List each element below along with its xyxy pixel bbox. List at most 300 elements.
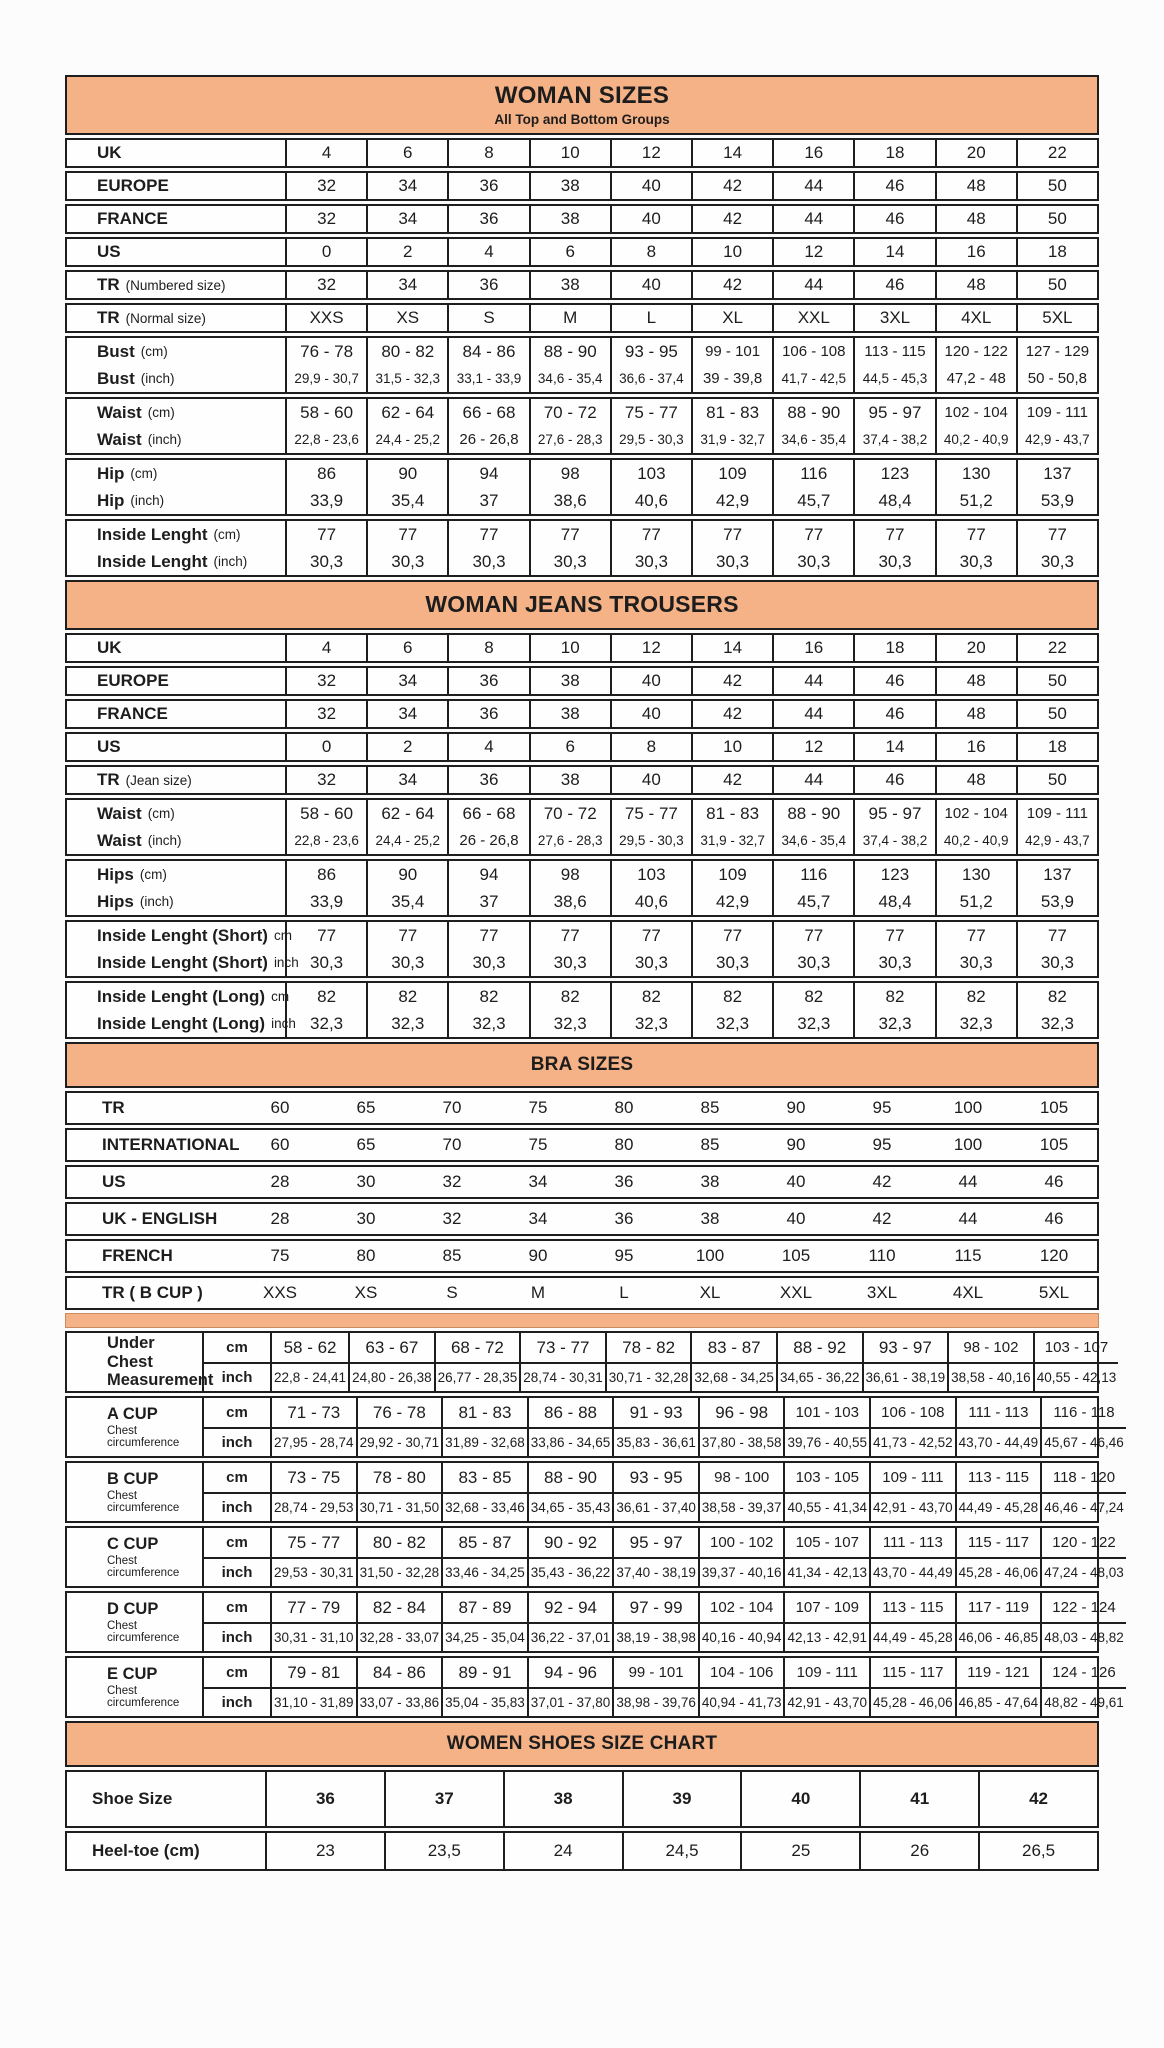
row-label: EUROPE xyxy=(97,176,169,195)
table-cell: 130 xyxy=(935,861,1016,888)
table-cell: 77 xyxy=(772,521,853,548)
jeans-rows xyxy=(65,633,1099,1039)
table-cell: 39,76 - 40,55 xyxy=(783,1427,869,1456)
table-cell: 50 - 50,8 xyxy=(1016,365,1097,392)
table-cell: 82 xyxy=(610,983,691,1010)
table-cell: 88 - 90 xyxy=(772,800,853,827)
table-cell: 44 xyxy=(772,173,853,199)
table-cell: 30,31 - 31,10 xyxy=(270,1622,356,1651)
table-cell: 82 xyxy=(935,983,1016,1010)
table-cell: 32 xyxy=(285,206,366,232)
table-cell: 42,9 xyxy=(691,487,772,514)
table-cell: 38,98 - 39,76 xyxy=(612,1687,698,1716)
table-cell: 71 - 73 xyxy=(270,1398,356,1427)
table-cell: 20 xyxy=(935,635,1016,661)
table-cell: 81 - 83 xyxy=(691,399,772,426)
table-cell: 77 xyxy=(935,521,1016,548)
row-label: FRANCE xyxy=(97,209,168,228)
table-cell: 99 - 101 xyxy=(612,1658,698,1687)
table-cell: 18 xyxy=(1016,239,1097,265)
table-cell: 45,28 - 46,06 xyxy=(869,1687,955,1716)
table-cell: 46 xyxy=(853,767,934,793)
table-cell: 32 xyxy=(285,668,366,694)
table-cell: 4 xyxy=(285,635,366,661)
table-cell: 50 xyxy=(1016,767,1097,793)
table-cell: 77 xyxy=(529,922,610,949)
table-cell: 90 xyxy=(366,460,447,487)
table-cell: 94 - 96 xyxy=(527,1658,613,1687)
table-cell: 32,68 - 34,25 xyxy=(690,1362,776,1391)
table-cell: 35,83 - 36,61 xyxy=(612,1427,698,1456)
table-cell: 103 xyxy=(610,861,691,888)
table-cell: 6 xyxy=(529,239,610,265)
table-cell: 34,25 - 35,04 xyxy=(441,1622,527,1651)
table-row xyxy=(65,699,1099,729)
table-cell: 38,58 - 39,37 xyxy=(698,1492,784,1521)
table-subtitle: All Top and Bottom Groups xyxy=(494,111,670,127)
table-cell: 77 xyxy=(1016,922,1097,949)
table-cell: 12 xyxy=(610,635,691,661)
table-cell: 30,3 xyxy=(610,548,691,575)
table-cell: 103 xyxy=(610,460,691,487)
table-row xyxy=(65,1165,1099,1199)
unit-label: inch xyxy=(202,1492,270,1521)
table-cell: 75 - 77 xyxy=(610,399,691,426)
table-cell: 33,1 - 33,9 xyxy=(447,365,528,392)
row-label: Inside Lenght (Short) cm xyxy=(97,925,292,945)
table-cell: 123 xyxy=(853,861,934,888)
table-cell: 90 xyxy=(786,1135,806,1154)
table-cell: 116 xyxy=(772,861,853,888)
table-cell: 44,5 - 45,3 xyxy=(853,365,934,392)
table-cell: 16 xyxy=(772,140,853,166)
table-cell: 111 - 113 xyxy=(955,1398,1041,1427)
table-cell: 77 xyxy=(447,521,528,548)
table-cell: 29,92 - 30,71 xyxy=(356,1427,442,1456)
table-cell: 78 - 82 xyxy=(605,1333,691,1362)
row-label: Inside Lenght (Long) inch xyxy=(97,1013,296,1033)
table-cell: 66 - 68 xyxy=(447,800,528,827)
unit-label: inch xyxy=(202,1687,270,1716)
table-cell: 5XL xyxy=(1038,1283,1070,1302)
table-cell: 38 xyxy=(700,1209,720,1228)
table-row xyxy=(65,1239,1099,1273)
table-cell: 115 - 117 xyxy=(955,1528,1041,1557)
row-label: Bust (cm) xyxy=(97,341,168,361)
table-cell: 50 xyxy=(1016,206,1097,232)
unit-label: cm xyxy=(202,1463,270,1492)
row-label: C CUP Chest circumference xyxy=(107,1535,180,1579)
table-cell: 38,58 - 40,16 xyxy=(947,1362,1033,1391)
row-label: TR (Numbered size) xyxy=(97,275,226,294)
table-cell: 75 xyxy=(528,1135,548,1154)
table-cell: 105 xyxy=(1039,1135,1069,1154)
unit-label: cm xyxy=(202,1658,270,1687)
table-cell: 120 - 122 xyxy=(935,338,1016,365)
table-cell: 45,67 - 46,46 xyxy=(1040,1427,1126,1456)
table-cell: 30 xyxy=(356,1209,376,1228)
table-cell: 24,4 - 25,2 xyxy=(366,827,447,854)
table-cell: 82 xyxy=(772,983,853,1010)
table-cell: 40 xyxy=(610,272,691,298)
table-cell: 48,4 xyxy=(853,487,934,514)
table-cell: 24 xyxy=(503,1833,622,1869)
table-cell: 77 xyxy=(529,521,610,548)
table-cell: 29,5 - 30,3 xyxy=(610,827,691,854)
shoes-rows xyxy=(65,1770,1099,1871)
table-cell: 28,74 - 30,31 xyxy=(519,1362,605,1391)
table-cell: 84 - 86 xyxy=(356,1658,442,1687)
table-cell: 30,3 xyxy=(772,548,853,575)
table-cell: 58 - 60 xyxy=(285,800,366,827)
table-cell: 100 - 102 xyxy=(698,1528,784,1557)
table-cell: 93 - 95 xyxy=(610,338,691,365)
table-cell: 37 xyxy=(384,1772,503,1826)
table-cell: 42 xyxy=(691,272,772,298)
table-cell: 38 xyxy=(529,668,610,694)
table-cell: 32 xyxy=(442,1209,462,1228)
table-cell: 40,16 - 40,94 xyxy=(698,1622,784,1651)
table-cell: 110 xyxy=(868,1246,896,1265)
row-label: Waist (inch) xyxy=(97,830,182,850)
table-cell: 36 xyxy=(614,1209,634,1228)
table-cell: 32 xyxy=(285,272,366,298)
table-cell: 37 xyxy=(447,888,528,915)
table-cell: 42,91 - 43,70 xyxy=(783,1687,869,1716)
table-cell: 82 xyxy=(447,983,528,1010)
table-cell: 105 - 107 xyxy=(783,1528,869,1557)
table-cell: 40 xyxy=(610,668,691,694)
table-cell: 47,24 - 48,03 xyxy=(1040,1557,1126,1586)
table-cell: 65 xyxy=(356,1098,376,1117)
table-cell: 100 xyxy=(695,1246,725,1265)
table-cell: XL xyxy=(699,1283,721,1302)
table-cell: 50 xyxy=(1016,173,1097,199)
table-cell: 93 - 97 xyxy=(862,1333,948,1362)
table-cell: 10 xyxy=(691,239,772,265)
table-cell: 102 - 104 xyxy=(935,399,1016,426)
table-cell: 106 - 108 xyxy=(772,338,853,365)
row-label: INTERNATIONAL xyxy=(102,1135,240,1154)
table-cell: 41,34 - 42,13 xyxy=(783,1557,869,1586)
table-cell: 94 xyxy=(447,460,528,487)
table-row xyxy=(65,138,1099,168)
table-cell: 34 xyxy=(366,668,447,694)
table-cell: 37,4 - 38,2 xyxy=(853,827,934,854)
row-label: FRANCE xyxy=(97,704,168,723)
table-cell: 107 - 109 xyxy=(783,1593,869,1622)
row-label: Bust (inch) xyxy=(97,368,175,388)
table-cell: 12 xyxy=(772,239,853,265)
table-cell: 43,70 - 44,49 xyxy=(869,1557,955,1586)
table-cell: L xyxy=(619,1283,629,1302)
table-cell: 35,4 xyxy=(366,888,447,915)
table-cell: 36 xyxy=(614,1172,634,1191)
table-cell: 40,55 - 41,34 xyxy=(783,1492,869,1521)
table-cell: 75 - 77 xyxy=(610,800,691,827)
table-cell: XXS xyxy=(262,1283,298,1302)
table-cell: XXL xyxy=(779,1283,813,1302)
table-cell: 44 xyxy=(958,1209,978,1228)
table-header-band xyxy=(65,1042,1099,1088)
table-cell: 77 xyxy=(610,922,691,949)
table-cell: 50 xyxy=(1016,668,1097,694)
table-cell: 115 - 117 xyxy=(869,1658,955,1687)
table-cell: 95 - 97 xyxy=(853,399,934,426)
bra-cup-row xyxy=(65,1461,1124,1523)
table-cell: 83 - 87 xyxy=(690,1333,776,1362)
table-cell: 42,91 - 43,70 xyxy=(869,1492,955,1521)
table-cell: 31,10 - 31,89 xyxy=(270,1687,356,1716)
table-cell: 32,3 xyxy=(691,1010,772,1037)
table-cell: 32 xyxy=(285,701,366,727)
table-cell: 122 - 124 xyxy=(1040,1593,1126,1622)
table-row xyxy=(65,1202,1099,1236)
table-cell: 50 xyxy=(1016,701,1097,727)
table-row xyxy=(65,397,1099,455)
table-cell: 73 - 75 xyxy=(270,1463,356,1492)
table-cell: 87 - 89 xyxy=(441,1593,527,1622)
table-cell: 32,3 xyxy=(935,1010,1016,1037)
table-cell: 115 xyxy=(954,1246,982,1265)
table-cell: 8 xyxy=(610,734,691,760)
table-cell: 85 xyxy=(700,1098,720,1117)
table-cell: 40 xyxy=(610,173,691,199)
table-cell: 26 xyxy=(859,1833,978,1869)
table-cell: 77 - 79 xyxy=(270,1593,356,1622)
table-cell: 76 - 78 xyxy=(356,1398,442,1427)
table-cell: M xyxy=(530,1283,546,1302)
table-cell: 6 xyxy=(529,734,610,760)
table-cell: 34,6 - 35,4 xyxy=(529,365,610,392)
row-label: Inside Lenght (cm) xyxy=(97,524,241,544)
table-cell: 98 - 100 xyxy=(698,1463,784,1492)
table-cell: 22,8 - 23,6 xyxy=(285,827,366,854)
table-cell: 109 xyxy=(691,861,772,888)
table-cell: 48 xyxy=(935,272,1016,298)
bra-sizes-table xyxy=(65,1042,1124,1718)
table-cell: 92 - 94 xyxy=(527,1593,613,1622)
table-cell: 97 - 99 xyxy=(612,1593,698,1622)
table-cell: 32 xyxy=(285,173,366,199)
table-cell: 6 xyxy=(366,635,447,661)
table-cell: 46,85 - 47,64 xyxy=(955,1687,1041,1716)
table-cell: 29,53 - 30,31 xyxy=(270,1557,356,1586)
row-label: US xyxy=(102,1172,126,1191)
table-cell: 77 xyxy=(285,922,366,949)
table-cell: 38 xyxy=(503,1772,622,1826)
table-title: WOMAN SIZES xyxy=(494,82,670,110)
table-cell: 45,28 - 46,06 xyxy=(955,1557,1041,1586)
row-label: TR ( B CUP ) xyxy=(102,1283,203,1302)
table-cell: 32,3 xyxy=(447,1010,528,1037)
row-label: Hip (inch) xyxy=(97,490,165,510)
table-cell: 46 xyxy=(853,701,934,727)
table-cell: L xyxy=(610,305,691,331)
table-cell: 26,77 - 28,35 xyxy=(434,1362,520,1391)
table-cell: 102 - 104 xyxy=(935,800,1016,827)
table-row xyxy=(65,633,1099,663)
table-cell: 116 xyxy=(772,460,853,487)
table-cell: 46 xyxy=(853,173,934,199)
table-header-band xyxy=(65,1721,1099,1767)
table-cell: 16 xyxy=(935,239,1016,265)
table-row xyxy=(65,920,1099,978)
table-cell: 40,2 - 40,9 xyxy=(935,426,1016,453)
table-cell: 62 - 64 xyxy=(366,399,447,426)
table-cell: 22 xyxy=(1016,635,1097,661)
table-cell: 70 xyxy=(442,1098,462,1117)
table-cell: 28,74 - 29,53 xyxy=(270,1492,356,1521)
table-cell: 46,06 - 46,85 xyxy=(955,1622,1041,1651)
table-cell: 80 - 82 xyxy=(366,338,447,365)
table-cell: 100 xyxy=(953,1135,983,1154)
table-cell: 93 - 95 xyxy=(612,1463,698,1492)
table-cell: 78 - 80 xyxy=(356,1463,442,1492)
table-cell: 30,71 - 32,28 xyxy=(605,1362,691,1391)
table-cell: 102 - 104 xyxy=(698,1593,784,1622)
table-cell: 31,5 - 32,3 xyxy=(366,365,447,392)
row-label: Inside Lenght (Short) inch xyxy=(97,952,299,972)
table-title: WOMAN JEANS TROUSERS xyxy=(425,591,739,618)
table-cell: 38 xyxy=(700,1172,720,1191)
row-label: US xyxy=(97,737,121,756)
table-cell: 103 - 107 xyxy=(1033,1333,1119,1362)
table-cell: 30,71 - 31,50 xyxy=(356,1492,442,1521)
table-cell: 101 - 103 xyxy=(783,1398,869,1427)
table-cell: 36 xyxy=(447,206,528,232)
table-row xyxy=(65,336,1099,394)
table-cell: 77 xyxy=(853,521,934,548)
table-cell: 123 xyxy=(853,460,934,487)
table-cell: 88 - 90 xyxy=(529,338,610,365)
table-cell: 116 - 118 xyxy=(1040,1398,1126,1427)
unit-label: inch xyxy=(202,1622,270,1651)
row-label: E CUP Chest circumference xyxy=(107,1665,180,1709)
table-cell: XS xyxy=(354,1283,378,1302)
table-cell: 77 xyxy=(366,521,447,548)
table-cell: 36 xyxy=(265,1772,384,1826)
table-cell: 77 xyxy=(691,521,772,548)
table-cell: 48 xyxy=(935,173,1016,199)
bra-cup-row xyxy=(65,1331,1117,1393)
table-cell: 77 xyxy=(772,922,853,949)
table-cell: 4 xyxy=(447,734,528,760)
table-cell: 30,3 xyxy=(935,548,1016,575)
table-cell: 88 - 90 xyxy=(527,1463,613,1492)
table-cell: 42,9 xyxy=(691,888,772,915)
table-cell: 2 xyxy=(366,734,447,760)
table-cell: 30,3 xyxy=(610,949,691,976)
table-cell: 23,5 xyxy=(384,1833,503,1869)
table-cell: 48,03 - 48,82 xyxy=(1040,1622,1126,1651)
table-cell: 90 xyxy=(528,1246,548,1265)
bra-cup-row xyxy=(65,1656,1124,1718)
table-cell: 42 xyxy=(691,701,772,727)
table-cell: 41,73 - 42,52 xyxy=(869,1427,955,1456)
table-cell: 37,4 - 38,2 xyxy=(853,426,934,453)
table-cell: 35,43 - 36,22 xyxy=(527,1557,613,1586)
table-cell: 70 - 72 xyxy=(529,800,610,827)
table-cell: 40,6 xyxy=(610,888,691,915)
table-cell: 8 xyxy=(447,140,528,166)
table-cell: 44,49 - 45,28 xyxy=(955,1492,1041,1521)
table-cell: 98 xyxy=(529,460,610,487)
table-row xyxy=(65,1128,1099,1162)
table-row xyxy=(65,204,1099,234)
women-shoes-table xyxy=(65,1721,1099,1871)
table-cell: 37,80 - 38,58 xyxy=(698,1427,784,1456)
table-cell: 77 xyxy=(1016,521,1097,548)
row-label: UK xyxy=(97,638,122,657)
table-cell: 58 - 60 xyxy=(285,399,366,426)
table-cell: 32,3 xyxy=(529,1010,610,1037)
table-cell: 30,3 xyxy=(447,548,528,575)
table-cell: 24,5 xyxy=(622,1833,741,1869)
row-label: EUROPE xyxy=(97,671,169,690)
table-cell: 23 xyxy=(265,1833,384,1869)
unit-label: cm xyxy=(202,1528,270,1557)
table-cell: 42 xyxy=(691,767,772,793)
table-cell: 10 xyxy=(529,635,610,661)
table-cell: 26,5 xyxy=(978,1833,1097,1869)
table-cell: 38,6 xyxy=(529,888,610,915)
table-cell: 113 - 115 xyxy=(955,1463,1041,1492)
table-cell: 77 xyxy=(610,521,691,548)
table-cell: 36 xyxy=(447,767,528,793)
table-cell: 30,3 xyxy=(285,548,366,575)
table-cell: 30,3 xyxy=(1016,949,1097,976)
row-label: UK xyxy=(97,143,122,162)
row-label: Hip (cm) xyxy=(97,463,158,483)
table-cell: 10 xyxy=(691,734,772,760)
table-cell: S xyxy=(446,1283,458,1302)
table-cell: 42 xyxy=(872,1172,892,1191)
woman-jeans-trousers-table xyxy=(65,580,1099,1039)
row-label: Shoe Size xyxy=(92,1789,173,1808)
table-cell: 84 - 86 xyxy=(447,338,528,365)
table-cell: 85 - 87 xyxy=(441,1528,527,1557)
table-cell: 48 xyxy=(935,701,1016,727)
table-cell: 95 - 97 xyxy=(853,800,934,827)
table-cell: 99 - 101 xyxy=(691,338,772,365)
table-cell: 38 xyxy=(529,272,610,298)
table-cell: 113 - 115 xyxy=(853,338,934,365)
table-cell: 27,95 - 28,74 xyxy=(270,1427,356,1456)
table-cell: 118 - 120 xyxy=(1040,1463,1126,1492)
table-cell: 44 xyxy=(772,701,853,727)
table-cell: 12 xyxy=(610,140,691,166)
table-cell: 88 - 92 xyxy=(776,1333,862,1362)
table-cell: 40,94 - 41,73 xyxy=(698,1687,784,1716)
table-cell: 95 xyxy=(614,1246,634,1265)
table-cell: 35,4 xyxy=(366,487,447,514)
table-row xyxy=(65,303,1099,333)
table-cell: 32,68 - 33,46 xyxy=(441,1492,527,1521)
table-cell: 0 xyxy=(285,239,366,265)
table-cell: 58 - 62 xyxy=(270,1333,348,1362)
table-cell: 38,19 - 38,98 xyxy=(612,1622,698,1651)
table-row xyxy=(65,1091,1099,1125)
table-cell: 30,3 xyxy=(691,548,772,575)
table-cell: 20 xyxy=(935,140,1016,166)
table-cell: 70 xyxy=(442,1135,462,1154)
row-label: D CUP Chest circumference xyxy=(107,1600,180,1644)
table-row xyxy=(65,1276,1099,1310)
table-cell: 50 xyxy=(1016,272,1097,298)
table-cell: 42 xyxy=(978,1772,1097,1826)
table-cell: 31,50 - 32,28 xyxy=(356,1557,442,1586)
